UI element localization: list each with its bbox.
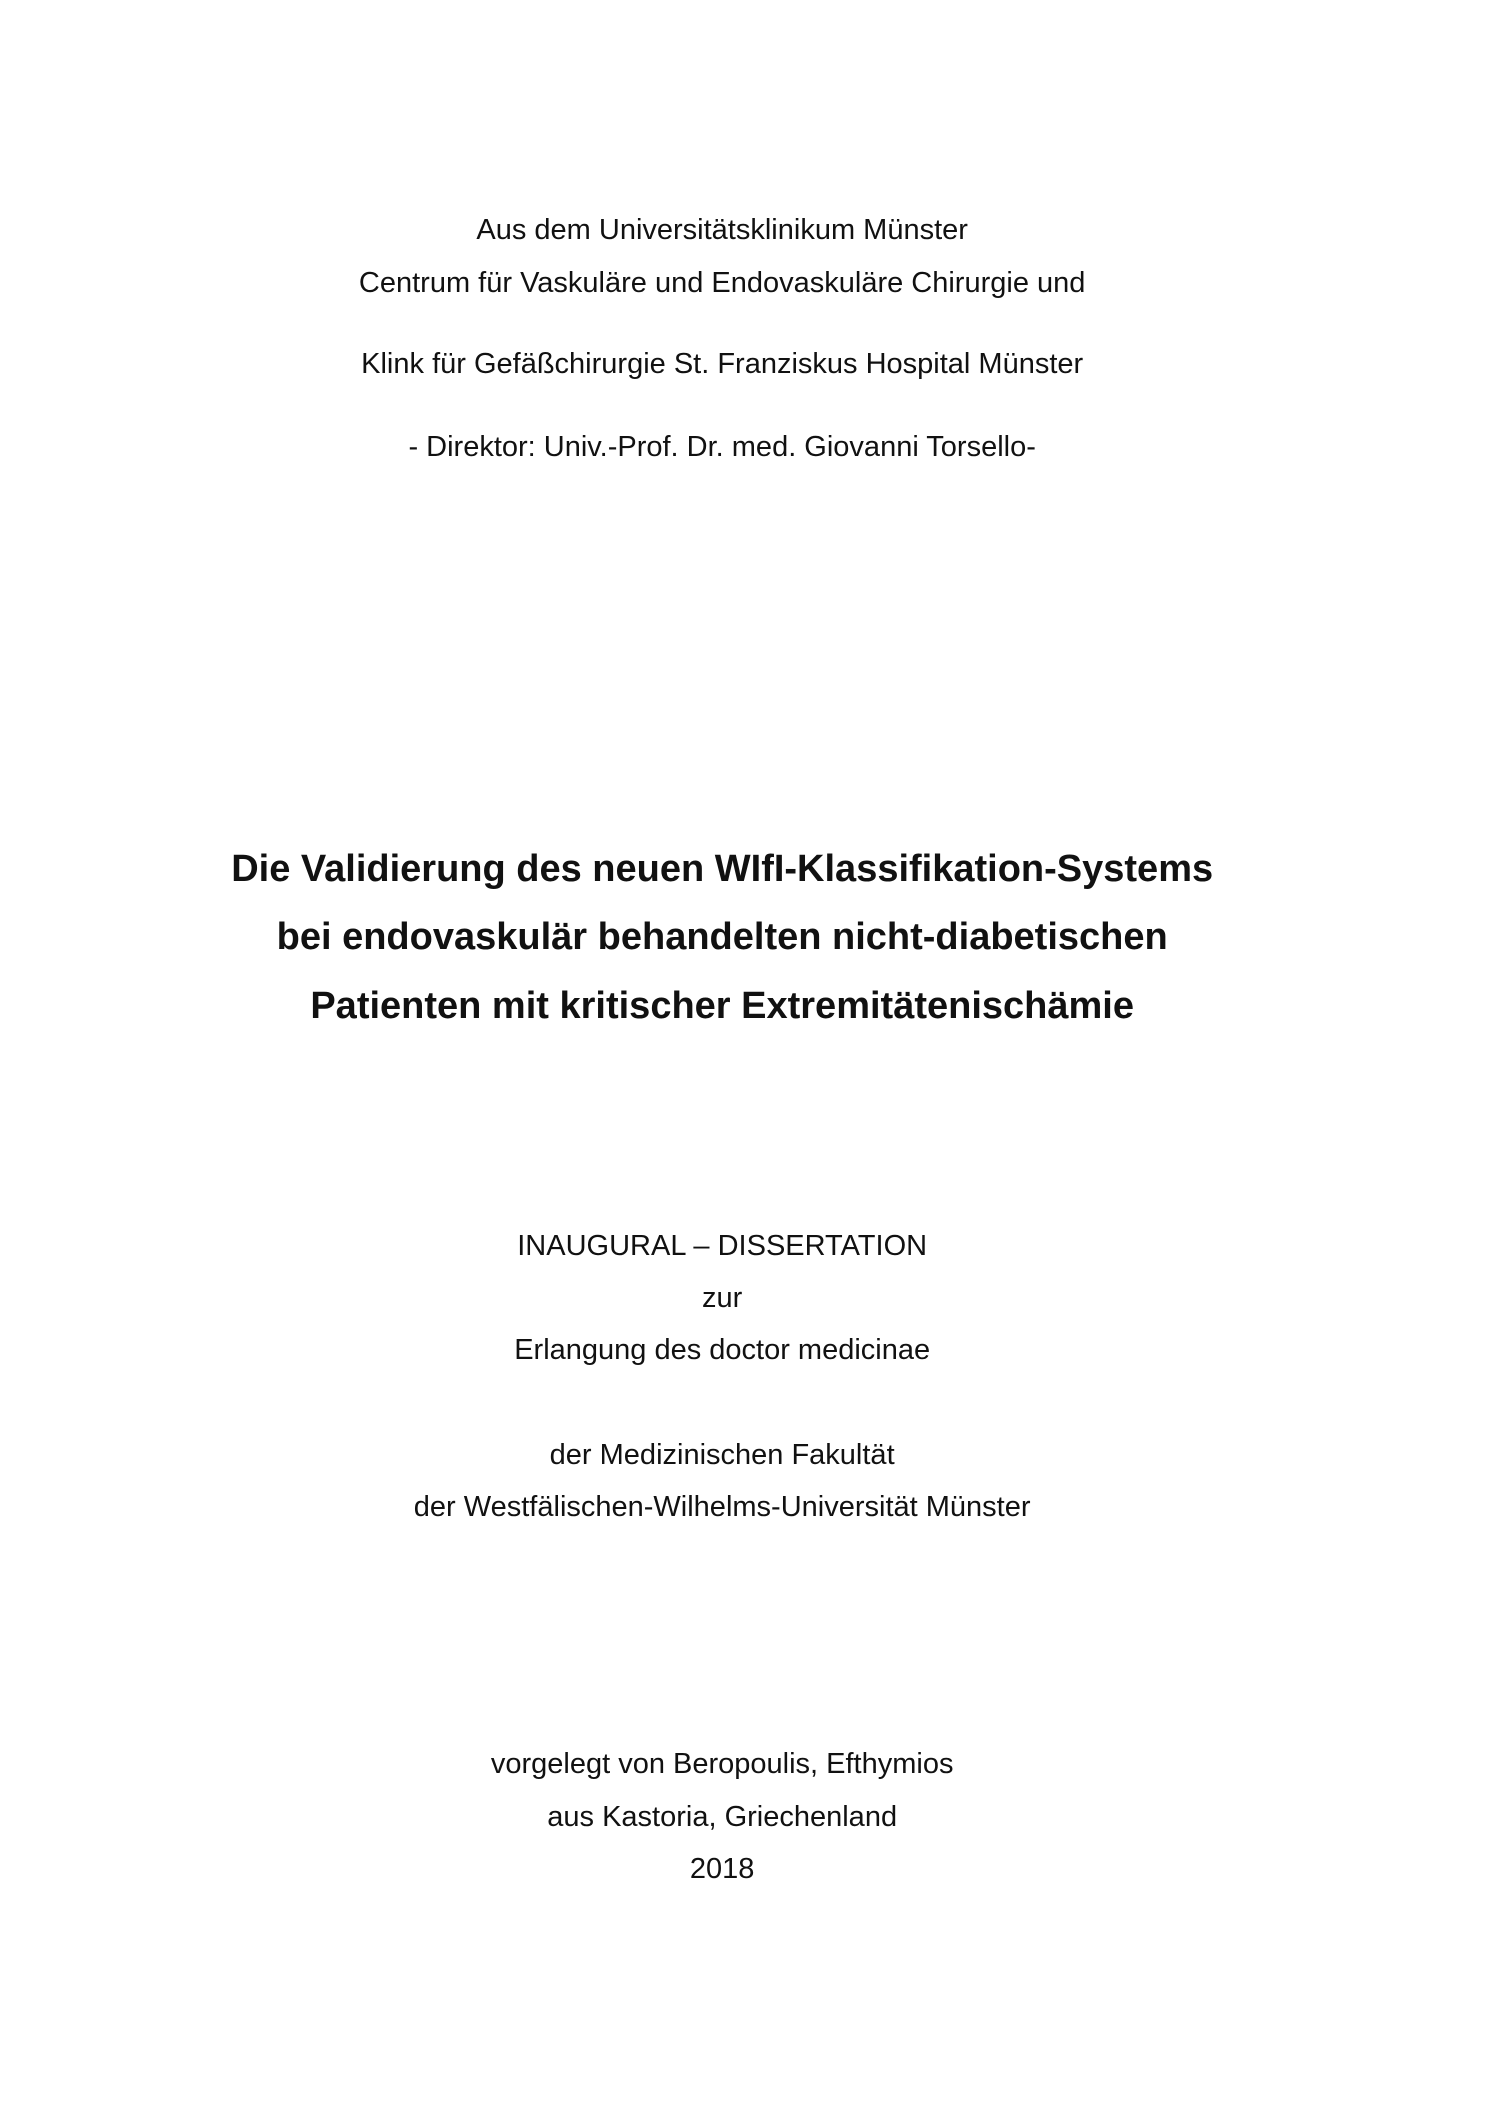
institution-line: Aus dem Universitätsklinikum Münster: [476, 214, 968, 246]
thesis-title-line-1: Die Validierung des neuen WIfI-Klassifikation-Systems: [231, 848, 1214, 890]
degree-line: Erlangung des doctor medicinae: [514, 1334, 931, 1366]
year-line: 2018: [689, 1853, 755, 1885]
university-line: der Westfälischen-Wilhelms-Universität Münster: [413, 1491, 1031, 1523]
dissertation-zur: zur: [702, 1282, 743, 1314]
dissertation-label: INAUGURAL – DISSERTATION: [517, 1230, 928, 1262]
author-line: vorgelegt von Beropoulis, Efthymios: [490, 1748, 954, 1780]
thesis-title-line-2: bei endovaskulär behandelten nicht-diabetischen: [276, 916, 1168, 958]
department-line: Centrum für Vaskuläre und Endovaskuläre Chirurgie und: [358, 267, 1086, 299]
faculty-line: der Medizinischen Fakultät: [549, 1439, 895, 1471]
clinic-line: Klink für Gefäßchirurgie St. Franziskus Hospital Münster: [361, 348, 1084, 380]
origin-line: aus Kastoria, Griechenland: [547, 1801, 898, 1833]
director-line: - Direktor: Univ.-Prof. Dr. med. Giovanni Torsello-: [408, 431, 1036, 463]
thesis-title-line-3: Patienten mit kritischer Extremitätenischämie: [310, 985, 1134, 1027]
